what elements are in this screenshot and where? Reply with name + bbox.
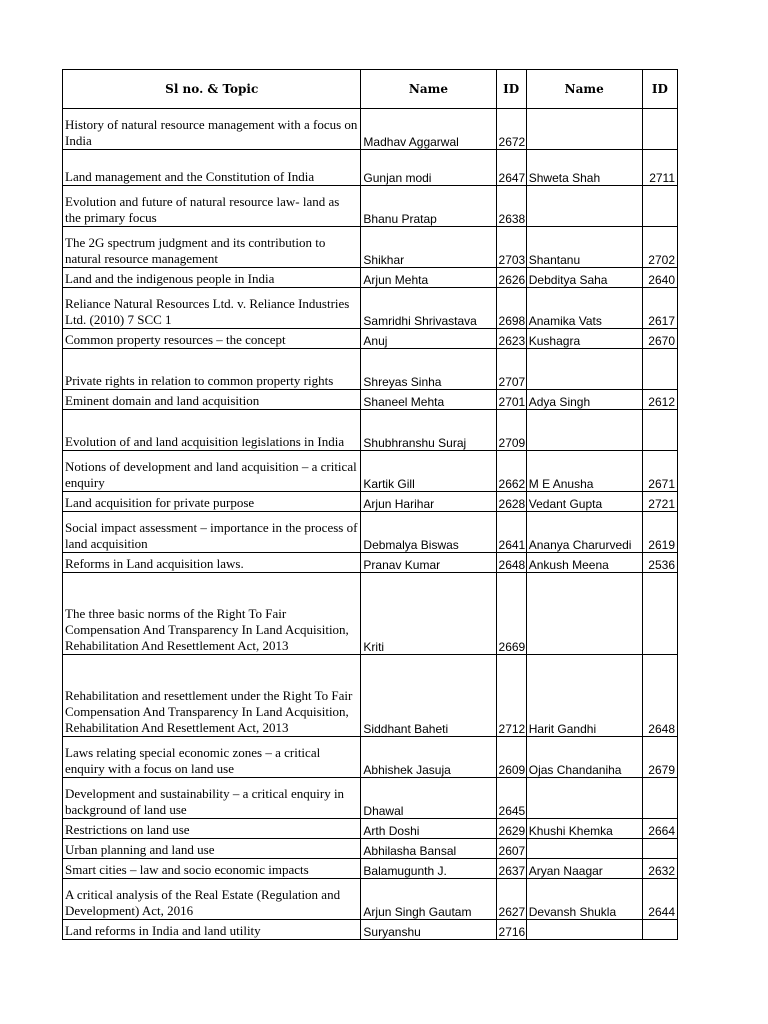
- name-cell-1: Shubhranshu Suraj: [361, 410, 496, 451]
- id-cell-2: 2632: [642, 859, 677, 879]
- name-cell-2: Vedant Gupta: [526, 492, 642, 512]
- id-cell-1: 2626: [496, 268, 526, 288]
- name-cell-2: Adya Singh: [526, 390, 642, 410]
- table-row: [63, 492, 678, 512]
- id-cell-2: [642, 349, 677, 390]
- topic-cell: A critical analysis of the Real Estate (Regulation and Development) Act, 2016: [63, 879, 361, 920]
- name-cell-1: Shreyas Sinha: [361, 349, 496, 390]
- id-cell-2: 2640: [642, 268, 677, 288]
- id-cell-2: [642, 920, 677, 940]
- id-cell-2: [642, 573, 677, 655]
- id-cell-1: 2672: [496, 109, 526, 150]
- name-cell-2: Debditya Saha: [526, 268, 642, 288]
- topic-cell: History of natural resource management with a focus on India: [63, 109, 361, 150]
- id-cell-1: 2669: [496, 573, 526, 655]
- name-cell-1: Abhilasha Bansal: [361, 839, 496, 859]
- name-cell-2: [526, 920, 642, 940]
- id-cell-1: 2645: [496, 778, 526, 819]
- id-cell-2: [642, 778, 677, 819]
- topic-cell: Common property resources – the concept: [63, 329, 361, 349]
- id-cell-1: 2629: [496, 819, 526, 839]
- header-topic: Sl no. & Topic: [63, 70, 361, 109]
- table-row: [63, 410, 678, 451]
- id-cell-1: 2716: [496, 920, 526, 940]
- table-row: [63, 329, 678, 349]
- id-cell-2: 2671: [642, 451, 677, 492]
- name-cell-1: Bhanu Pratap: [361, 186, 496, 227]
- topic-allocation-table: [62, 69, 678, 940]
- id-cell-1: 2627: [496, 879, 526, 920]
- header-id-2: ID: [642, 70, 677, 109]
- name-cell-1: Balamugunth J.: [361, 859, 496, 879]
- name-cell-2: [526, 109, 642, 150]
- id-cell-2: 2617: [642, 288, 677, 329]
- table-row: [63, 573, 678, 655]
- id-cell-1: 2712: [496, 655, 526, 737]
- name-cell-2: [526, 839, 642, 859]
- topic-cell: Social impact assessment – importance in the process of land acquisition: [63, 512, 361, 553]
- name-cell-1: Kriti: [361, 573, 496, 655]
- name-cell-1: Samridhi Shrivastava: [361, 288, 496, 329]
- table-row: [63, 839, 678, 859]
- topic-cell: Smart cities – law and socio economic impacts: [63, 859, 361, 879]
- name-cell-2: [526, 410, 642, 451]
- header-name-2: Name: [526, 70, 642, 109]
- table-row: [63, 186, 678, 227]
- topic-cell: Development and sustainability – a critical enquiry in background of land use: [63, 778, 361, 819]
- name-cell-1: Anuj: [361, 329, 496, 349]
- table-row: [63, 268, 678, 288]
- table-row: [63, 349, 678, 390]
- table-row: [63, 227, 678, 268]
- table-row: [63, 512, 678, 553]
- id-cell-2: [642, 410, 677, 451]
- name-cell-2: Ojas Chandaniha: [526, 737, 642, 778]
- topic-cell: Reforms in Land acquisition laws.: [63, 553, 361, 573]
- id-cell-2: 2619: [642, 512, 677, 553]
- id-cell-1: 2662: [496, 451, 526, 492]
- name-cell-1: Abhishek Jasuja: [361, 737, 496, 778]
- table-row: [63, 778, 678, 819]
- topic-cell: Evolution and future of natural resource law- land as the primary focus: [63, 186, 361, 227]
- name-cell-1: Arjun Harihar: [361, 492, 496, 512]
- topic-cell: Land acquisition for private purpose: [63, 492, 361, 512]
- id-cell-2: [642, 186, 677, 227]
- topic-cell: The three basic norms of the Right To Fair Compensation And Transparency In Land Acquisition, Rehabilitation And Resettlement Act, 2013: [63, 573, 361, 655]
- name-cell-2: [526, 778, 642, 819]
- name-cell-1: Madhav Aggarwal: [361, 109, 496, 150]
- topic-cell: Private rights in relation to common property rights: [63, 349, 361, 390]
- name-cell-2: [526, 573, 642, 655]
- name-cell-1: Gunjan modi: [361, 150, 496, 186]
- id-cell-2: 2644: [642, 879, 677, 920]
- table-row: [63, 920, 678, 940]
- name-cell-2: [526, 349, 642, 390]
- name-cell-1: Debmalya Biswas: [361, 512, 496, 553]
- name-cell-1: Suryanshu: [361, 920, 496, 940]
- id-cell-1: 2638: [496, 186, 526, 227]
- name-cell-2: Ankush Meena: [526, 553, 642, 573]
- table-row: [63, 879, 678, 920]
- id-cell-2: [642, 839, 677, 859]
- table-row: [63, 737, 678, 778]
- topic-cell: Notions of development and land acquisition – a critical enquiry: [63, 451, 361, 492]
- id-cell-2: 2670: [642, 329, 677, 349]
- table-row: [63, 819, 678, 839]
- id-cell-2: 2612: [642, 390, 677, 410]
- name-cell-2: Ananya Charurvedi: [526, 512, 642, 553]
- id-cell-1: 2637: [496, 859, 526, 879]
- topic-cell: Reliance Natural Resources Ltd. v. Reliance Industries Ltd. (2010) 7 SCC 1: [63, 288, 361, 329]
- id-cell-1: 2641: [496, 512, 526, 553]
- table-row: [63, 109, 678, 150]
- table-row: [63, 859, 678, 879]
- topic-cell: Eminent domain and land acquisition: [63, 390, 361, 410]
- topic-cell: Rehabilitation and resettlement under the Right To Fair Compensation And Transparency In Land Acquisition, Rehabilitation And Resettlement Act, 2013: [63, 655, 361, 737]
- id-cell-1: 2623: [496, 329, 526, 349]
- topic-cell: Urban planning and land use: [63, 839, 361, 859]
- topic-cell: Laws relating special economic zones – a critical enquiry with a focus on land use: [63, 737, 361, 778]
- id-cell-1: 2648: [496, 553, 526, 573]
- id-cell-1: 2709: [496, 410, 526, 451]
- id-cell-1: 2707: [496, 349, 526, 390]
- id-cell-2: 2679: [642, 737, 677, 778]
- id-cell-1: 2701: [496, 390, 526, 410]
- name-cell-2: M E Anusha: [526, 451, 642, 492]
- name-cell-2: [526, 186, 642, 227]
- id-cell-1: 2609: [496, 737, 526, 778]
- topic-cell: Land management and the Constitution of India: [63, 150, 361, 186]
- name-cell-1: Pranav Kumar: [361, 553, 496, 573]
- table-row: [63, 451, 678, 492]
- table-row: [63, 288, 678, 329]
- id-cell-2: 2648: [642, 655, 677, 737]
- id-cell-1: 2607: [496, 839, 526, 859]
- name-cell-2: Aryan Naagar: [526, 859, 642, 879]
- name-cell-1: Siddhant Baheti: [361, 655, 496, 737]
- id-cell-2: 2536: [642, 553, 677, 573]
- table-row: [63, 390, 678, 410]
- id-cell-1: 2703: [496, 227, 526, 268]
- table-row: [63, 150, 678, 186]
- header-row: [63, 70, 678, 109]
- topic-cell: Evolution of and land acquisition legislations in India: [63, 410, 361, 451]
- name-cell-2: Harit Gandhi: [526, 655, 642, 737]
- header-name-1: Name: [361, 70, 496, 109]
- name-cell-1: Dhawal: [361, 778, 496, 819]
- name-cell-1: Shaneel Mehta: [361, 390, 496, 410]
- id-cell-2: 2721: [642, 492, 677, 512]
- name-cell-1: Arjun Singh Gautam: [361, 879, 496, 920]
- name-cell-1: Kartik Gill: [361, 451, 496, 492]
- name-cell-2: Kushagra: [526, 329, 642, 349]
- name-cell-2: Khushi Khemka: [526, 819, 642, 839]
- id-cell-1: 2647: [496, 150, 526, 186]
- topic-cell: Land reforms in India and land utility: [63, 920, 361, 940]
- id-cell-2: [642, 109, 677, 150]
- topic-cell: Land and the indigenous people in India: [63, 268, 361, 288]
- id-cell-2: 2702: [642, 227, 677, 268]
- table-row: [63, 553, 678, 573]
- name-cell-2: Shweta Shah: [526, 150, 642, 186]
- topic-cell: The 2G spectrum judgment and its contribution to natural resource management: [63, 227, 361, 268]
- name-cell-1: Arth Doshi: [361, 819, 496, 839]
- name-cell-2: Anamika Vats: [526, 288, 642, 329]
- id-cell-2: 2711: [642, 150, 677, 186]
- name-cell-2: Shantanu: [526, 227, 642, 268]
- topic-cell: Restrictions on land use: [63, 819, 361, 839]
- header-id-1: ID: [496, 70, 526, 109]
- name-cell-1: Arjun Mehta: [361, 268, 496, 288]
- name-cell-1: Shikhar: [361, 227, 496, 268]
- id-cell-2: 2664: [642, 819, 677, 839]
- id-cell-1: 2698: [496, 288, 526, 329]
- id-cell-1: 2628: [496, 492, 526, 512]
- name-cell-2: Devansh Shukla: [526, 879, 642, 920]
- table-row: [63, 655, 678, 737]
